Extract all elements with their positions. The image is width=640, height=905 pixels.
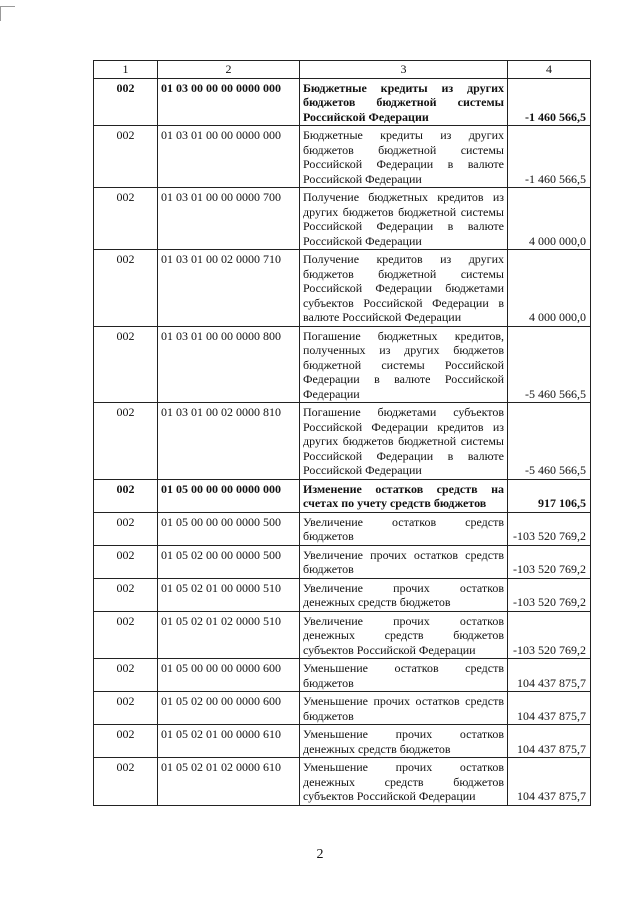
amount-cell: 104 437 875,7 <box>508 692 591 725</box>
table-row <box>94 578 591 611</box>
classification-code-cell: 01 05 02 01 02 0000 510 <box>158 611 300 659</box>
amount-cell: 104 437 875,7 <box>508 725 591 758</box>
amount-cell: -1 460 566,5 <box>508 78 591 126</box>
description-cell: Уменьшение прочих остатков средств бюджетов <box>300 692 508 725</box>
description-cell: Уменьшение остатков средств бюджетов <box>300 659 508 692</box>
column-number: 3 <box>300 61 508 79</box>
description-cell: Увеличение прочих остатков средств бюджетов <box>300 545 508 578</box>
admin-code-cell: 002 <box>94 250 158 327</box>
classification-code-cell: 01 03 01 00 02 0000 710 <box>158 250 300 327</box>
admin-code-cell: 002 <box>94 545 158 578</box>
admin-code-cell: 002 <box>94 578 158 611</box>
description-cell: Погашение бюджетами субъектов Российской Федерации кредитов из других бюджетов бюджетной системы Российской Федерации в валюте Российской Федерации <box>300 403 508 480</box>
table-row <box>94 250 591 327</box>
description-cell: Получение бюджетных кредитов из других бюджетов бюджетной системы Российской Федерации в валюте Российской Федерации <box>300 188 508 250</box>
table-row <box>94 479 591 512</box>
classification-code-cell: 01 03 01 00 00 0000 700 <box>158 188 300 250</box>
table-row <box>94 403 591 480</box>
classification-code-cell: 01 03 01 00 00 0000 000 <box>158 126 300 188</box>
classification-code-cell: 01 05 00 00 00 0000 000 <box>158 479 300 512</box>
description-cell: Увеличение остатков средств бюджетов <box>300 512 508 545</box>
classification-code-cell: 01 03 01 00 02 0000 810 <box>158 403 300 480</box>
amount-cell: -103 520 769,2 <box>508 545 591 578</box>
description-cell: Получение кредитов из других бюджетов бюджетной системы Российской Федерации бюджетами субъектов Российской Федерации в валюте Российской Федерации <box>300 250 508 327</box>
description-cell: Погашение бюджетных кредитов, полученных из других бюджетов бюджетной системы Российской Федерации в валюте Российской Федерации <box>300 326 508 403</box>
classification-code-cell: 01 03 01 00 00 0000 800 <box>158 326 300 403</box>
column-number: 4 <box>508 61 591 79</box>
column-number: 2 <box>158 61 300 79</box>
table-row <box>94 326 591 403</box>
amount-cell: 4 000 000,0 <box>508 250 591 327</box>
table-row <box>94 188 591 250</box>
classification-code-cell: 01 05 02 01 00 0000 610 <box>158 725 300 758</box>
scan-corner-mark <box>0 6 15 21</box>
admin-code-cell: 002 <box>94 659 158 692</box>
table-body <box>94 78 591 805</box>
page-number: 2 <box>316 847 324 862</box>
column-number-row <box>94 61 591 79</box>
admin-code-cell: 002 <box>94 758 158 806</box>
budget-sources-table <box>93 60 591 806</box>
amount-cell: -5 460 566,5 <box>508 326 591 403</box>
amount-cell: -103 520 769,2 <box>508 512 591 545</box>
description-cell: Бюджетные кредиты из других бюджетов бюджетной системы Российской Федерации <box>300 78 508 126</box>
table-row <box>94 512 591 545</box>
admin-code-cell: 002 <box>94 479 158 512</box>
classification-code-cell: 01 03 00 00 00 0000 000 <box>158 78 300 126</box>
description-cell: Увеличение прочих остатков денежных средств бюджетов субъектов Российской Федерации <box>300 611 508 659</box>
amount-cell: 104 437 875,7 <box>508 659 591 692</box>
description-cell: Уменьшение прочих остатков денежных средств бюджетов <box>300 725 508 758</box>
classification-code-cell: 01 05 02 01 00 0000 510 <box>158 578 300 611</box>
table-row <box>94 78 591 126</box>
description-cell: Увеличение прочих остатков денежных средств бюджетов <box>300 578 508 611</box>
admin-code-cell: 002 <box>94 725 158 758</box>
column-number: 1 <box>94 61 158 79</box>
description-cell: Уменьшение прочих остатков денежных средств бюджетов субъектов Российской Федерации <box>300 758 508 806</box>
admin-code-cell: 002 <box>94 326 158 403</box>
amount-cell: -103 520 769,2 <box>508 578 591 611</box>
table-row <box>94 758 591 806</box>
table-row <box>94 611 591 659</box>
classification-code-cell: 01 05 00 00 00 0000 600 <box>158 659 300 692</box>
admin-code-cell: 002 <box>94 188 158 250</box>
admin-code-cell: 002 <box>94 78 158 126</box>
description-cell: Бюджетные кредиты из других бюджетов бюджетной системы Российской Федерации в валюте Российской Федерации <box>300 126 508 188</box>
table-row <box>94 659 591 692</box>
admin-code-cell: 002 <box>94 692 158 725</box>
admin-code-cell: 002 <box>94 611 158 659</box>
table-row <box>94 725 591 758</box>
classification-code-cell: 01 05 02 00 00 0000 600 <box>158 692 300 725</box>
admin-code-cell: 002 <box>94 403 158 480</box>
classification-code-cell: 01 05 02 01 02 0000 610 <box>158 758 300 806</box>
amount-cell: -1 460 566,5 <box>508 126 591 188</box>
admin-code-cell: 002 <box>94 126 158 188</box>
amount-cell: -5 460 566,5 <box>508 403 591 480</box>
table-row <box>94 692 591 725</box>
amount-cell: -103 520 769,2 <box>508 611 591 659</box>
classification-code-cell: 01 05 02 00 00 0000 500 <box>158 545 300 578</box>
description-cell: Изменение остатков средств на счетах по учету средств бюджетов <box>300 479 508 512</box>
classification-code-cell: 01 05 00 00 00 0000 500 <box>158 512 300 545</box>
amount-cell: 4 000 000,0 <box>508 188 591 250</box>
amount-cell: 104 437 875,7 <box>508 758 591 806</box>
amount-cell: 917 106,5 <box>508 479 591 512</box>
table-row <box>94 126 591 188</box>
table-row <box>94 545 591 578</box>
admin-code-cell: 002 <box>94 512 158 545</box>
